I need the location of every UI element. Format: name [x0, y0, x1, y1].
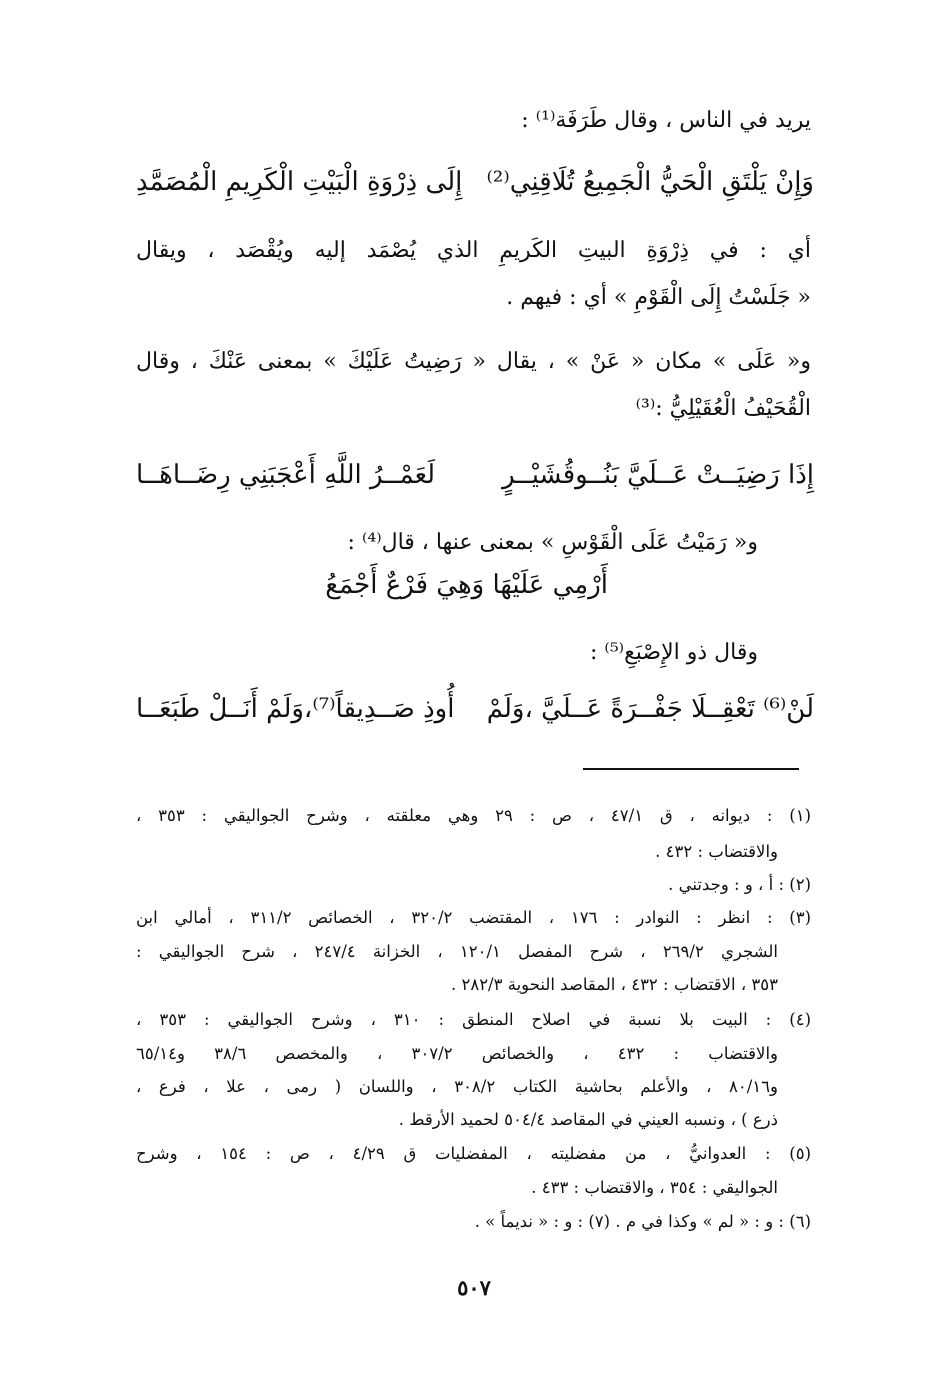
verse-2-second-hemistich: لَعَمْــرُ اللَّهِ أَعْجَبَنِي رِضَــاهَــا — [136, 460, 436, 490]
footnote-1-line-1: (١) : ديوانه ، ق ٤٧/١ ، ص : ٢٩ وهي معلقته ، وشرح الجواليقي : ٣٥٣ ، — [136, 806, 811, 825]
text-line-2: أي : في ذِرْوَةِ البيتِ الكَريمِ الذي يُصْمَد إليه ويُقْصَد ، ويقال — [136, 238, 811, 263]
page-number: ٥٠٧ — [457, 1275, 491, 1300]
footnote-2: (٢) : أ ، و : وجدتني . — [668, 875, 811, 894]
footnote-5-line-1: (٥) : العدوانيُّ ، من مفضليته ، المفضليات ق ٤/٢٩ ، ص : ١٥٤ ، وشرح — [136, 1144, 811, 1163]
text-line-7: وقال ذو الإِصْبَعِ⁽⁵⁾ : — [590, 640, 758, 665]
footnote-6-7: (٦) : و : « لم » وكذا في م . (٧) : و : « نديماً » . — [474, 1212, 811, 1231]
verse-4 — [136, 694, 814, 724]
footnote-separator — [583, 768, 799, 770]
text-line-1: يريد في الناس ، وقال طَرَفَة⁽¹⁾ : — [521, 108, 811, 133]
verse-1-first-hemistich: وَإِنْ يَلْتَقِ الْحَيُّ الْجَمِيعُ تُلَاقِنِي⁽²⁾ — [486, 167, 814, 197]
footnote-3-line-1: (٣) : انظر : النوادر : ١٧٦ ، المقتضب ٣٢٠/٢ ، الخصائص ٣١١/٢ ، أمالي ابن — [136, 908, 812, 927]
verse-1 — [136, 167, 814, 197]
verse-1-second-hemistich: إِلَى ذِرْوَةِ الْبَيْتِ الْكَرِيمِ الْمُصَمَّدِ — [136, 167, 463, 197]
text-line-5: الْقُحَيْفُ الْعُقَيْلِيُّ :⁽³⁾ — [635, 396, 811, 421]
verse-4-second-hemistich: أُوذِ صَــدِيقاً⁽⁷⁾،وَلَمْ أَنَــلْ طَبَعَــا — [136, 694, 455, 724]
footnote-3-line-3: ٣٥٣ ، الاقتضاب : ٤٣٢ ، المقاصد النحوية ٢٨٢/٣ . — [450, 975, 778, 994]
footnote-5-line-2: الجواليقي : ٣٥٤ ، والاقتضاب : ٤٣٣ . — [531, 1178, 778, 1197]
footnote-4-line-1: (٤) : البيت بلا نسبة في اصلاح المنطق : ٣١٠ ، وشرح الجواليقي : ٣٥٣ ، — [136, 1010, 811, 1029]
footnote-4-line-2: والاقتضاب : ٤٣٢ ، والخصائص ٣٠٧/٢ ، والمخصص ٣٨/٦ و٦٥/١٤ — [136, 1044, 779, 1063]
text-line-6: و« رَمَيْتُ عَلَى الْقَوْسِ » بمعنى عنها ، قال⁽⁴⁾ : — [347, 530, 758, 555]
footnote-3-line-2: الشجري ٢٦٩/٢ ، شرح المفصل ١٢٠/١ ، الخزانة ٢٤٧/٤ ، شرح الجواليقي : — [136, 942, 779, 961]
verse-4-first-hemistich: لَنْ⁽⁶⁾ تَعْقِــلَا جَفْــرَةً عَــلَيَّ ،وَلَمْ — [486, 694, 814, 724]
verse-2-first-hemistich: إِذَا رَضِيَــتْ عَــلَيَّ بَنُــوقُشَيْــرٍ — [502, 460, 814, 490]
text-line-3: « جَلَسْتُ إِلَى الْقَوْمِ » أي : فيهم . — [506, 285, 811, 310]
text-line-4: و« عَلَى » مكان « عَنْ » ، يقال « رَضِيتُ عَلَيْكَ » بمعنى عَنْكَ ، وقال — [136, 349, 811, 374]
footnote-4-line-3: و٨٠/١٦ ، والأعلم بحاشية الكتاب ٣٠٨/٢ ، واللسان ( رمى ، علا ، فرع ، — [136, 1077, 778, 1096]
verse-2 — [136, 460, 814, 490]
verse-3: أَرْمِي عَلَيْهَا وَهِيَ فَرْعٌ أَجْمَعُ — [325, 570, 608, 600]
footnote-1-line-2: والاقتضاب : ٤٣٢ . — [655, 842, 778, 861]
footnote-4-line-4: ذرع ) ، ونسبه العيني في المقاصد ٥٠٤/٤ لحميد الأرقط . — [398, 1110, 778, 1129]
